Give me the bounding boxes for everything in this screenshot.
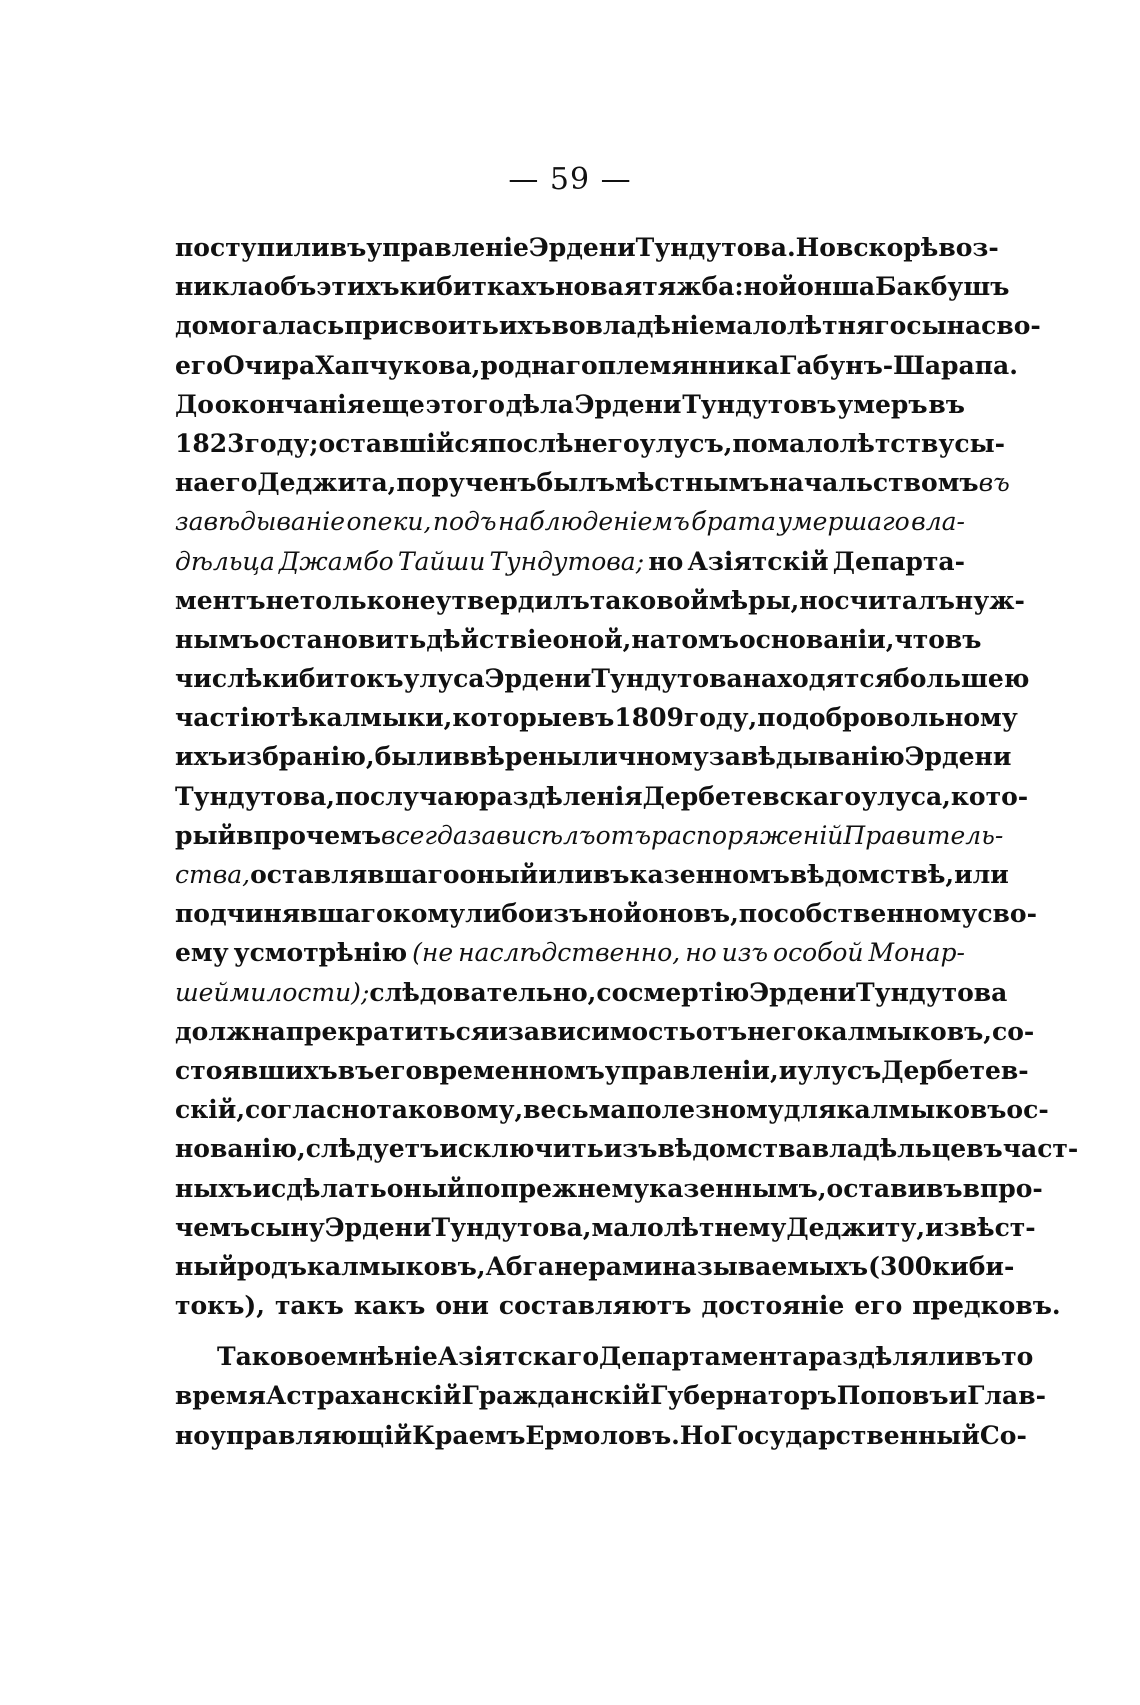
word: дѣла xyxy=(505,389,574,419)
text-line xyxy=(175,228,999,267)
word: смертію xyxy=(628,977,750,1007)
word: утвердилъ xyxy=(435,585,590,615)
word: томъ xyxy=(665,624,739,654)
word: малолѣтняго xyxy=(714,311,907,341)
word: тѣ xyxy=(275,703,309,733)
word: Тундутова; xyxy=(489,546,645,576)
word: завѣдыванію xyxy=(708,742,905,772)
word: сына xyxy=(906,311,982,341)
word: оный xyxy=(459,860,539,889)
word: домогалась xyxy=(175,311,345,341)
word: Гражданскій xyxy=(461,1381,651,1411)
word: ноуправляющій xyxy=(175,1420,413,1450)
word: Губернаторъ xyxy=(650,1381,837,1411)
word: Правитель- xyxy=(843,820,1004,850)
word: малолѣтнему xyxy=(591,1212,787,1242)
word: для xyxy=(783,1095,837,1125)
word: управленіи, xyxy=(604,1055,779,1085)
word: ввѣрены xyxy=(452,742,582,772)
word: какъ xyxy=(353,1291,426,1321)
word: въ xyxy=(592,860,630,889)
word: токъ), xyxy=(175,1291,265,1321)
word: Дербетевскаго xyxy=(642,781,862,811)
word: роднаго xyxy=(480,350,598,380)
word: вѣдомства xyxy=(657,1134,812,1164)
word: такъ xyxy=(274,1291,344,1321)
word: сдѣлать xyxy=(271,1173,387,1203)
word: наслѣдственно, xyxy=(458,938,681,968)
word: владѣльцевъ xyxy=(811,1134,1003,1164)
word: либо xyxy=(465,899,535,929)
word: До xyxy=(175,389,214,419)
word: изъ xyxy=(534,899,589,929)
word: въ xyxy=(964,1342,1002,1372)
word: по xyxy=(732,428,768,458)
word: случаю xyxy=(370,781,479,811)
word: или xyxy=(954,860,1009,889)
word: мнѣніе xyxy=(336,1342,438,1372)
word: называемыхъ xyxy=(662,1251,869,1281)
word: оставшійся xyxy=(318,428,489,458)
word: тяжба: xyxy=(642,272,744,302)
word: таковому, xyxy=(376,1095,524,1125)
word: Хапчукова, xyxy=(315,350,481,380)
text-line xyxy=(175,894,1037,933)
word: Тундутова. xyxy=(635,233,796,262)
word: Азіятскаго xyxy=(437,1342,600,1372)
word: него xyxy=(573,428,640,458)
text-line xyxy=(175,816,1004,855)
text-line xyxy=(175,933,965,972)
word: особой xyxy=(773,938,864,968)
word: нованію, xyxy=(175,1134,306,1164)
word: Краемъ xyxy=(412,1420,526,1450)
word: Абганерами xyxy=(485,1251,663,1281)
text-line xyxy=(175,267,1010,306)
word: на xyxy=(175,468,210,498)
word: Но xyxy=(679,1420,721,1450)
word: этого xyxy=(425,389,505,419)
word: калмыки, xyxy=(308,703,453,733)
word: начальствомъ xyxy=(769,468,979,498)
word: брата xyxy=(691,507,777,537)
word: порученъ xyxy=(396,468,537,498)
word: считалъ xyxy=(834,585,955,615)
word: 1809 xyxy=(614,703,684,733)
word: по xyxy=(335,781,370,811)
word: кому xyxy=(392,899,466,929)
word: окончанія xyxy=(214,389,366,419)
word: калмыковъ, xyxy=(306,1251,486,1281)
word: оный xyxy=(386,1173,466,1203)
word: должна xyxy=(175,1016,286,1046)
word: кибитокъ xyxy=(262,664,404,694)
word: время xyxy=(175,1381,266,1411)
text-line xyxy=(175,777,1029,816)
word: новая xyxy=(555,272,643,302)
word: только xyxy=(299,585,402,615)
text-line xyxy=(175,659,1030,698)
text-line xyxy=(175,385,965,424)
word: кибиткахъ xyxy=(399,272,556,302)
word: были xyxy=(374,742,453,772)
text-line xyxy=(175,1376,1046,1415)
word: распоряженій xyxy=(651,820,844,850)
word: большею xyxy=(893,664,1030,694)
word: Джамбо xyxy=(278,546,394,576)
text-line xyxy=(175,581,1025,620)
text-line xyxy=(175,1012,1035,1051)
word: Таковое xyxy=(217,1342,337,1372)
text-line xyxy=(175,542,965,581)
word: кото- xyxy=(950,781,1029,811)
word: Эрдени xyxy=(528,233,636,262)
word: умершаго xyxy=(777,507,910,537)
text-line xyxy=(175,698,1018,737)
word: Дербетев- xyxy=(881,1055,1029,1085)
word: его xyxy=(374,1055,423,1085)
word: родъ xyxy=(236,1251,307,1281)
word: Эрдени xyxy=(484,664,592,694)
word: владѣніе xyxy=(585,311,715,341)
word: Эрдени xyxy=(749,977,857,1007)
word: сво- xyxy=(977,899,1037,929)
text-line xyxy=(175,1416,1027,1455)
word: таковой xyxy=(589,585,709,615)
word: улусъ xyxy=(797,1055,882,1085)
text-line xyxy=(175,502,965,541)
word: племянника xyxy=(597,350,780,380)
word: скій, xyxy=(175,1095,246,1125)
word: объ xyxy=(263,272,317,302)
page-number: — 59 — xyxy=(508,162,632,197)
text-line xyxy=(175,1286,1061,1325)
word: Департа- xyxy=(832,546,965,576)
word: или xyxy=(538,860,593,889)
word: въ xyxy=(928,389,965,419)
word: ему xyxy=(175,938,229,968)
word: улусъ, xyxy=(639,428,733,458)
word: и xyxy=(489,1016,508,1046)
word: вла- xyxy=(911,507,965,537)
word: извѣст- xyxy=(925,1212,1036,1242)
word: вскорѣ xyxy=(835,233,939,262)
word: основаніи, xyxy=(738,624,895,654)
word: Ермоловъ. xyxy=(525,1420,680,1450)
word: впро- xyxy=(962,1173,1043,1203)
word: въ xyxy=(978,468,1010,498)
word: прекратиться xyxy=(285,1016,490,1046)
text-line xyxy=(175,306,1041,345)
word: (300 xyxy=(868,1251,933,1281)
word: стоявшихъ xyxy=(175,1055,338,1085)
word: подчинявшаго xyxy=(175,899,393,929)
word: ихъ xyxy=(175,742,228,772)
word: умеръ xyxy=(837,389,928,419)
word: по xyxy=(738,899,774,929)
word: въ xyxy=(329,233,367,262)
text-line xyxy=(175,855,1009,894)
word: избранію, xyxy=(227,742,375,772)
word: оставлявшаго xyxy=(250,860,460,889)
word: Тайши xyxy=(397,546,486,576)
word: по xyxy=(757,703,793,733)
word: Глав- xyxy=(967,1381,1046,1411)
word: милости); xyxy=(229,977,370,1007)
word: раздѣляли xyxy=(808,1342,965,1372)
word: по xyxy=(465,1173,501,1203)
word: нойоновъ, xyxy=(588,899,739,929)
word: его xyxy=(209,468,258,498)
word: былъ xyxy=(536,468,616,498)
word: раздѣленія xyxy=(478,781,643,811)
word: воз- xyxy=(938,233,999,262)
word: достояніе xyxy=(701,1291,845,1321)
word: Очира xyxy=(222,350,316,380)
word: и xyxy=(948,1381,968,1411)
word: ментъ xyxy=(175,585,266,615)
word: Эрдени xyxy=(324,1212,432,1242)
word: част- xyxy=(1002,1134,1079,1164)
word: нуж- xyxy=(954,585,1025,615)
word: Эрдени xyxy=(904,742,1012,772)
text-line xyxy=(175,1129,1079,1168)
word: составляютъ xyxy=(498,1291,692,1321)
word: они xyxy=(435,1291,489,1321)
word: присвоить xyxy=(344,311,499,341)
word: Тундутова, xyxy=(175,781,336,811)
word: числѣ xyxy=(175,664,263,694)
word: казеннымъ, xyxy=(649,1173,827,1203)
word: этихъ xyxy=(316,272,400,302)
word: Департамента xyxy=(599,1342,809,1372)
text-line xyxy=(175,620,982,659)
word: еще xyxy=(365,389,425,419)
word: впрочемъ xyxy=(236,820,382,850)
word: поступили xyxy=(175,233,330,262)
word: Но xyxy=(795,233,836,262)
word: Эрдени xyxy=(574,389,682,419)
word: оной, xyxy=(552,624,632,654)
word: добровольному xyxy=(792,703,1018,733)
word: Тундутовъ xyxy=(682,389,837,419)
word: сы- xyxy=(954,428,1006,458)
word: дѣйствіе xyxy=(426,624,553,654)
word: сыну xyxy=(250,1212,325,1242)
word: въ xyxy=(577,703,615,733)
word: въ xyxy=(337,1055,375,1085)
word: на xyxy=(631,624,666,654)
word: Монар- xyxy=(868,938,965,968)
word: предковъ. xyxy=(912,1291,1061,1321)
word: то xyxy=(1001,1342,1034,1372)
word: году; xyxy=(244,428,319,458)
word: не xyxy=(265,585,300,615)
word: полезному xyxy=(626,1095,784,1125)
word: Тундутова, xyxy=(431,1212,592,1242)
word: согласно xyxy=(245,1095,377,1125)
word: никла xyxy=(175,272,264,302)
word: калмыковъ xyxy=(836,1095,1007,1125)
word: завѣдываніе xyxy=(175,507,346,537)
word: личному xyxy=(581,742,709,772)
word: нойонша xyxy=(743,272,876,302)
word: него xyxy=(747,1016,814,1046)
word: подъ xyxy=(432,507,497,537)
word: шей xyxy=(175,977,230,1007)
word: которые xyxy=(452,703,578,733)
word: Азіятскій xyxy=(687,546,829,576)
text-line xyxy=(175,424,1006,463)
word: со xyxy=(596,977,629,1007)
word: отъ xyxy=(695,1016,748,1046)
word: зависимость xyxy=(507,1016,696,1046)
word: 1823 xyxy=(175,428,245,458)
word: рый xyxy=(175,820,237,850)
word: прежнему xyxy=(500,1173,650,1203)
word: Тундутова xyxy=(591,664,743,694)
word: во xyxy=(551,311,586,341)
word: Государственный xyxy=(720,1420,980,1450)
word: опеки, xyxy=(346,507,432,537)
word: послѣ xyxy=(488,428,574,458)
word: ихъ xyxy=(498,311,552,341)
word: въ xyxy=(944,624,982,654)
word: но xyxy=(799,585,835,615)
word: малолѣтству xyxy=(767,428,955,458)
word: улуса, xyxy=(861,781,951,811)
word: наблюденіемъ xyxy=(497,507,690,537)
word: вѣдомствѣ, xyxy=(789,860,955,889)
text-line xyxy=(175,463,1010,502)
word: изъ xyxy=(721,938,769,968)
word: и xyxy=(252,1173,271,1203)
word: частію xyxy=(175,703,276,733)
word: Астраханскій xyxy=(265,1381,462,1411)
word: мѣстнымъ xyxy=(615,468,770,498)
word: слѣдуетъ xyxy=(305,1134,440,1164)
word: казенномъ xyxy=(629,860,790,889)
text-line xyxy=(175,973,1008,1012)
word: ныхъ xyxy=(175,1173,253,1203)
word: чемъ xyxy=(175,1212,251,1242)
word: и xyxy=(778,1055,798,1085)
text-line xyxy=(175,1247,1015,1286)
text-line xyxy=(175,1337,1034,1376)
word: (не xyxy=(412,938,454,968)
word: управленіе xyxy=(366,233,529,262)
text-line xyxy=(175,1208,1036,1247)
word: году, xyxy=(683,703,758,733)
word: Деджиту, xyxy=(786,1212,926,1242)
word: калмыковъ, xyxy=(813,1016,992,1046)
word: нымъ xyxy=(175,624,260,654)
word: зависѣлъ xyxy=(467,820,596,850)
word: изъ xyxy=(603,1134,658,1164)
word: Габунъ-Шарапа. xyxy=(779,350,1018,380)
word: ный xyxy=(175,1251,237,1281)
text-line xyxy=(175,737,1012,776)
text-line xyxy=(175,1090,1049,1129)
word: оставивъ xyxy=(826,1173,963,1203)
word: сво- xyxy=(981,311,1041,341)
word: Со- xyxy=(979,1420,1027,1450)
word: Бакбушъ xyxy=(875,272,1010,302)
word: мѣры, xyxy=(708,585,800,615)
word: не xyxy=(401,585,436,615)
word: дѣльца xyxy=(175,546,275,576)
word: весьма xyxy=(523,1095,627,1125)
body-text xyxy=(175,228,1079,1455)
word: но xyxy=(648,546,684,576)
word: слѣдовательно, xyxy=(369,977,597,1007)
word: его xyxy=(854,1291,903,1321)
word: отъ xyxy=(595,820,652,850)
word: его xyxy=(175,350,223,380)
word: улуса xyxy=(403,664,485,694)
word: находятся xyxy=(742,664,894,694)
word: усмотрѣнію xyxy=(233,938,408,968)
word: всегда xyxy=(381,820,468,850)
word: киби- xyxy=(932,1251,1015,1281)
word: ства, xyxy=(175,860,251,889)
word: собственному xyxy=(773,899,978,929)
text-line xyxy=(175,1051,1029,1090)
word: исключить xyxy=(439,1134,604,1164)
text-line xyxy=(175,1169,1043,1208)
word: Деджита, xyxy=(257,468,397,498)
word: что xyxy=(894,624,945,654)
word: остановить xyxy=(259,624,427,654)
word: Тундутова xyxy=(856,977,1008,1007)
word: но xyxy=(685,938,717,968)
text-line xyxy=(175,346,1018,385)
word: со- xyxy=(991,1016,1035,1046)
word: временномъ xyxy=(422,1055,605,1085)
word: Поповъ xyxy=(836,1381,949,1411)
word: ос- xyxy=(1006,1095,1049,1125)
